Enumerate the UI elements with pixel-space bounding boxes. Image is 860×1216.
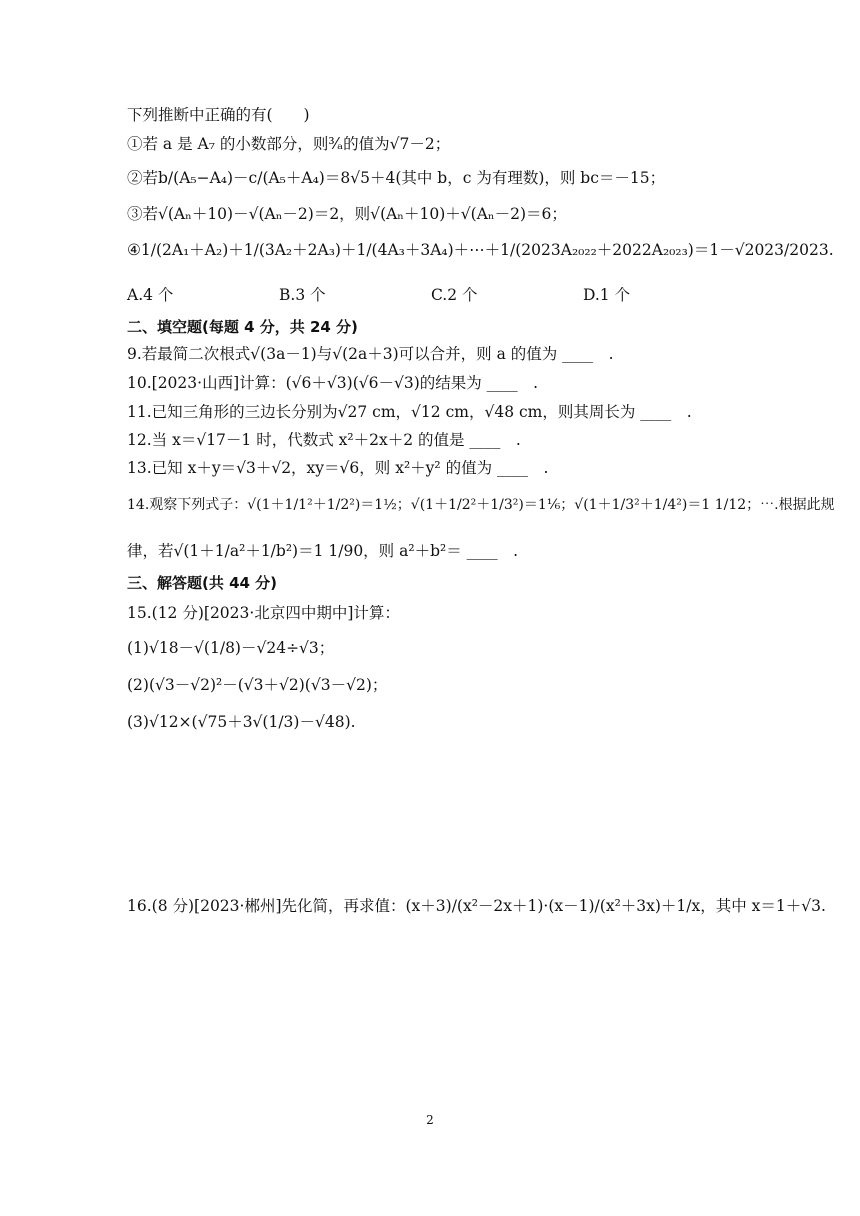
question-15: 15.(12 分)[2023·北京四中期中]计算： (127, 604, 400, 622)
question-15-part1: (1)√18－√(1/8)－√24÷√3； (127, 639, 335, 657)
q8-statement-3: ③若√(Aₙ＋10)－√(Aₙ－2)＝2，则√(Aₙ＋10)＋√(Aₙ－2)＝6； (127, 205, 567, 223)
section3-heading: 三、解答题(共 44 分) (127, 574, 278, 592)
question-10: 10.[2023·山西]计算：(√6＋√3)(√6－√3)的结果为 ____ . (127, 374, 539, 392)
question-15-part2: (2)(√3－√2)²－(√3＋√2)(√3－√2)； (127, 676, 388, 694)
question-9: 9.若最简二次根式√(3a－1)与√(2a＋3)可以合并，则 a 的值为 ____ . (127, 345, 614, 363)
question-16: 16.(8 分)[2023·郴州]先化简，再求值：(x＋3)/(x²－2x＋1)·(x－1)/(x²＋3x)＋1/x，其中 x＝1＋√3. (127, 897, 826, 915)
question-13: 13.已知 x＋y＝√3＋√2，xy＝√6，则 x²＋y² 的值为 ____ . (127, 459, 549, 477)
option-b: B.3 个 (279, 286, 326, 304)
section2-heading: 二、填空题(每题 4 分，共 24 分) (127, 318, 358, 336)
question-14-line1: 14.观察下列式子：√(1＋1/1²＋1/2²)＝1½；√(1＋1/2²＋1/3²)＝1⅙；√(1＋1/3²＋1/4²)＝1 1/12；⋯.根据此规 (127, 497, 835, 513)
q8-stem: 下列推断中正确的有( ) (127, 106, 310, 124)
page-number: 2 (426, 1113, 434, 1127)
question-14-line2: 律，若√(1＋1/a²＋1/b²)＝1 1/90，则 a²＋b²＝ ____ . (127, 542, 519, 560)
q8-statement-2: ②若b/(A₅−A₄)－c/(A₅＋A₄)＝8√5＋4(其中 b，c 为有理数)，则 bc＝－15； (127, 169, 666, 187)
question-12: 12.当 x＝√17－1 时，代数式 x²＋2x＋2 的值是 ____ . (127, 431, 521, 449)
question-11: 11.已知三角形的三边长分别为√27 cm，√12 cm，√48 cm，则其周长为 ____ . (127, 403, 692, 421)
q8-statement-4: ④1/(2A₁＋A₂)＋1/(3A₂＋2A₃)＋1/(4A₃＋3A₄)＋⋯＋1/(2023A₂₀₂₂＋2022A₂₀₂₃)＝1－√2023/2023. (127, 241, 834, 259)
option-a: A.4 个 (127, 286, 174, 304)
question-15-part3: (3)√12×(√75＋3√(1/3)－√48). (127, 713, 356, 731)
option-d: D.1 个 (583, 286, 631, 304)
q8-statement-1: ①若 a 是 A₇ 的小数部分，则³⁄ₐ的值为√7－2； (127, 135, 451, 153)
option-c: C.2 个 (431, 286, 478, 304)
